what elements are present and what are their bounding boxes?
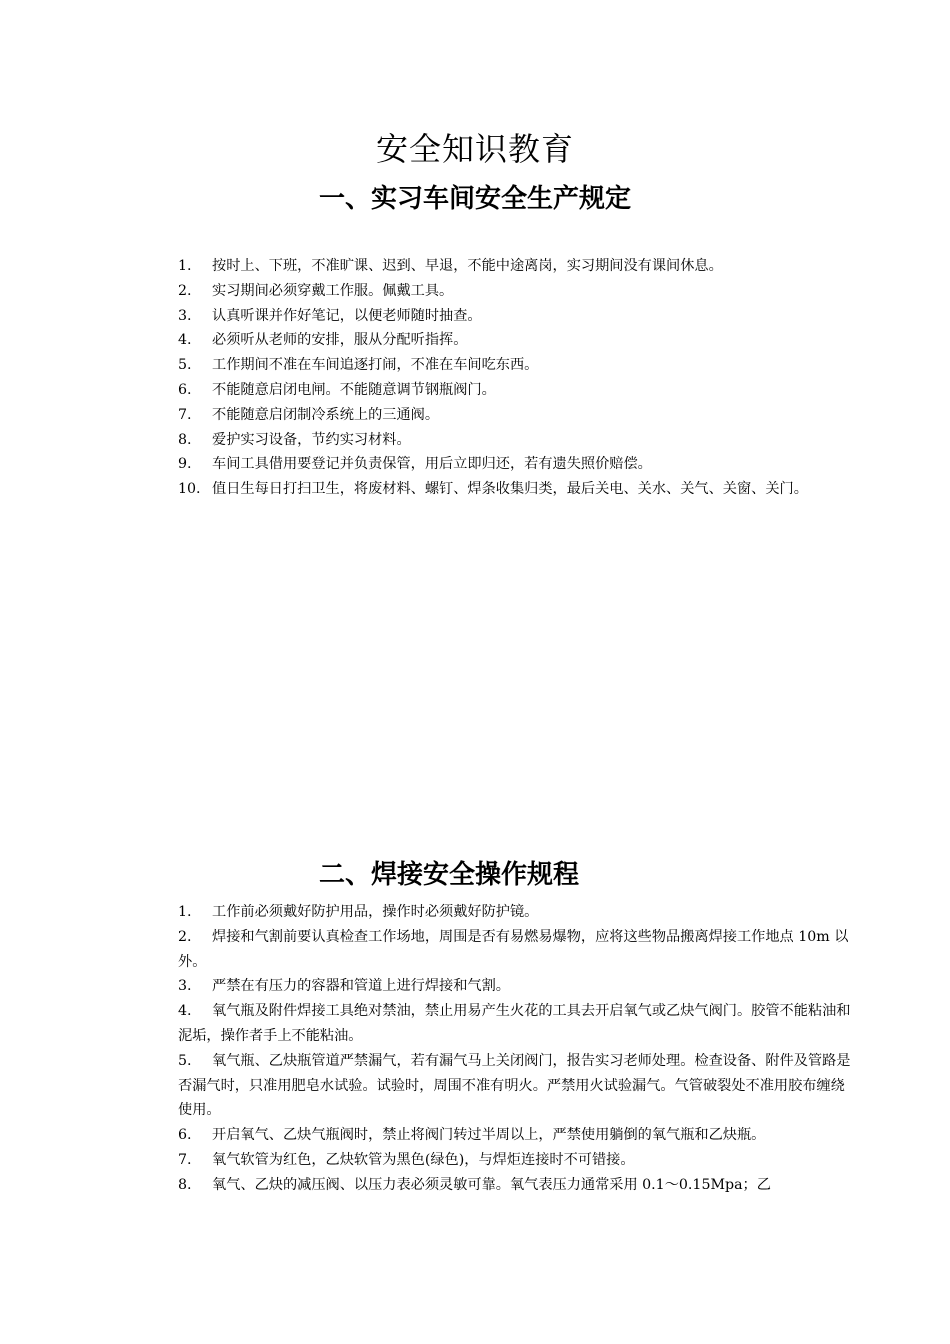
item-number: 7.: [178, 1151, 192, 1168]
item-number: 5.: [178, 357, 192, 374]
item-number: 9.: [178, 456, 192, 473]
item-number: 6.: [178, 381, 192, 398]
list-item: [178, 279, 858, 304]
item-text: 车间工具借用要登记并负责保管，用后立即归还，若有遗失照价赔偿。: [212, 456, 652, 473]
item-text: 不能随意启闭制冷系统上的三通阀。: [212, 406, 440, 423]
list-item: [178, 1173, 858, 1198]
item-number: 3.: [178, 978, 192, 995]
item-text: 氧气瓶、乙炔瓶管道严禁漏气，若有漏气马上关闭阀门，报告实习老师处理。检查设备、附件及管路是否漏气时，只准用肥皂水试验。试验时，周围不准有明火。严禁用火试验漏气。气管破裂处不准用胶布缠绕使用。: [178, 1052, 851, 1119]
item-text: 实习期间必须穿戴工作服。佩戴工具。: [212, 282, 454, 299]
item-number: 7.: [178, 406, 192, 423]
list-item: [178, 999, 858, 1049]
list-item: [178, 900, 858, 925]
section-2-list: [178, 900, 858, 1198]
item-text: 氧气瓶及附件焊接工具绝对禁油，禁止用易产生火花的工具去开启氧气或乙炔气阀门。胶管不能粘油和泥垢，操作者手上不能粘油。: [178, 1003, 851, 1044]
list-item: [178, 452, 858, 477]
list-item: [178, 974, 858, 999]
item-text: 工作前必须戴好防护用品，操作时必须戴好防护镜。: [212, 904, 539, 920]
section-1-list: [178, 254, 858, 502]
section-2-title: 二、焊接安全操作规程: [318, 860, 579, 890]
item-text: 焊接和气割前要认真检查工作场地，周围是否有易燃易爆物，应将这些物品搬离焊接工作地点 10m 以外。: [178, 928, 849, 970]
section-1-title: 一、实习车间安全生产规定: [318, 184, 631, 214]
item-text: 开启氧气、乙炔气瓶阀时，禁止将阀门转过半周以上，严禁使用躺倒的氧气瓶和乙炔瓶。: [212, 1127, 766, 1144]
list-item: [178, 254, 858, 279]
item-text: 认真听课并作好笔记，以便老师随时抽查。: [212, 307, 482, 324]
list-item: [178, 428, 858, 453]
item-text: 值日生每日打扫卫生，将废材料、螺钉、焊条收集归类，最后关电、关水、关气、关窗、关门。: [212, 481, 808, 498]
item-number: 1.: [178, 904, 192, 920]
item-number: 8.: [178, 1176, 192, 1193]
item-number: 3.: [178, 307, 192, 324]
list-item: [178, 403, 858, 428]
list-item: [178, 378, 858, 403]
item-text: 不能随意启闭电闸。不能随意调节钢瓶阀门。: [212, 381, 496, 398]
list-item: [178, 477, 858, 502]
item-text: 按时上、下班，不准旷课、迟到、早退，不能中途离岗，实习期间没有课间休息。: [212, 258, 723, 274]
item-number: 2.: [178, 928, 192, 945]
item-text: 工作期间不准在车间追逐打闹，不准在车间吃东西。: [212, 357, 539, 374]
item-number: 2.: [178, 282, 192, 299]
list-item: [178, 925, 858, 975]
item-text: 严禁在有压力的容器和管道上进行焊接和气割。: [212, 978, 510, 995]
list-item: [178, 1148, 858, 1173]
item-text: 爱护实习设备，节约实习材料。: [212, 431, 411, 448]
item-number: 6.: [178, 1127, 192, 1144]
item-text: 氧气软管为红色，乙炔软管为黑色(绿色)，与焊炬连接时不可错接。: [212, 1151, 635, 1168]
item-number: 1.: [178, 258, 192, 274]
item-number: 4.: [178, 1003, 192, 1020]
item-number: 5.: [178, 1052, 192, 1069]
item-number: 8.: [178, 431, 192, 448]
item-number: 4.: [178, 332, 192, 349]
item-text: 必须听从老师的安排，服从分配听指挥。: [212, 332, 468, 349]
list-item: [178, 304, 858, 329]
list-item: [178, 1123, 858, 1148]
list-item: [178, 1049, 858, 1123]
list-item: [178, 328, 858, 353]
document-title: 安全知识教育: [375, 130, 574, 168]
list-item: [178, 353, 858, 378]
item-text: 氧气、乙炔的减压阀、以压力表必须灵敏可靠。氧气表压力通常采用 0.1～0.15Mpa；乙: [212, 1176, 771, 1193]
item-number: 10.: [178, 481, 201, 498]
